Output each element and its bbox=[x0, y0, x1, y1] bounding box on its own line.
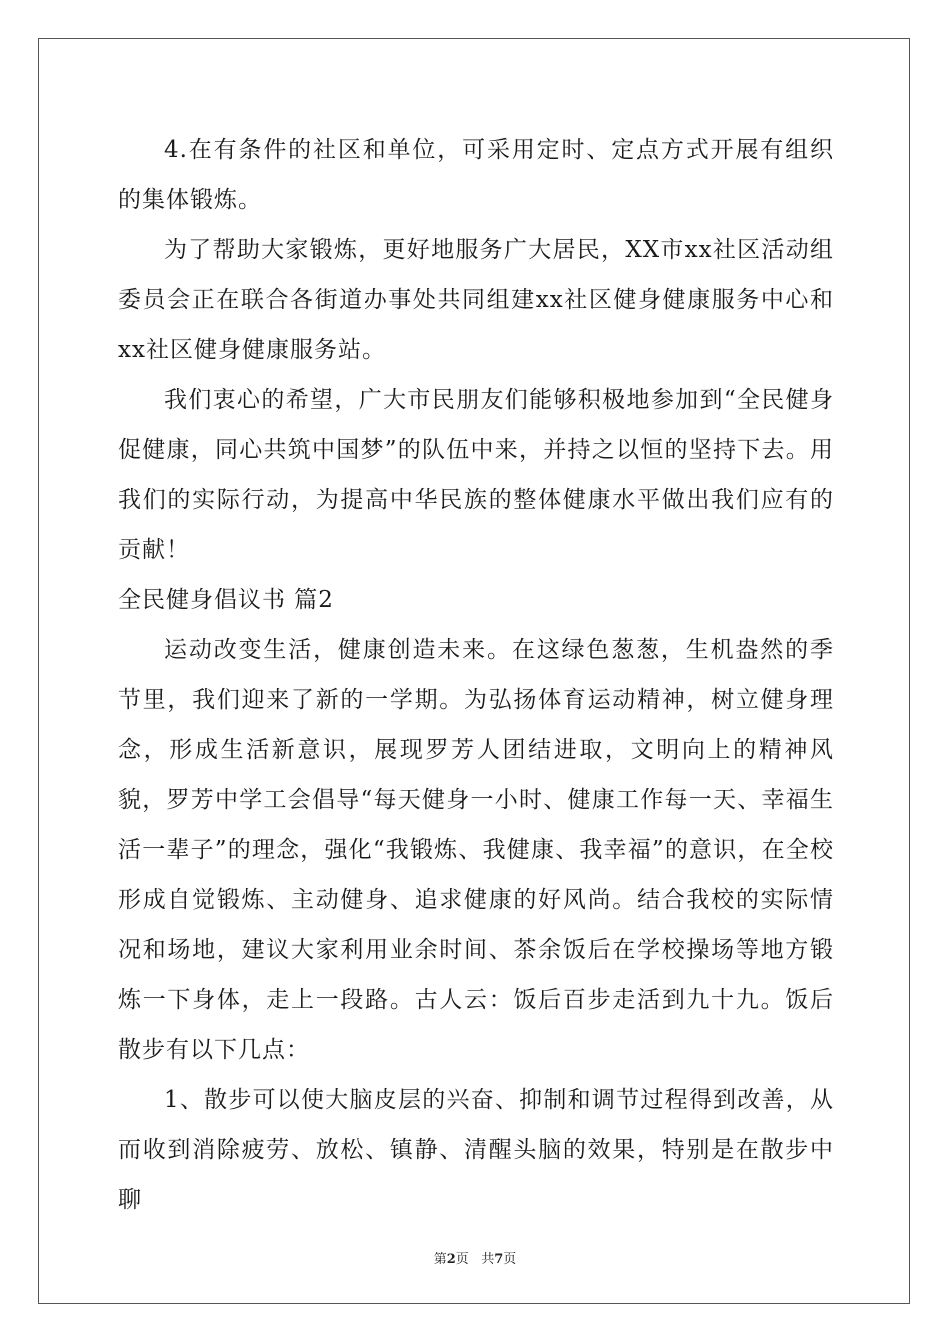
footer-middle: 页 共 bbox=[455, 1252, 495, 1267]
document-body bbox=[118, 125, 834, 1225]
current-page-number: 2 bbox=[446, 1252, 456, 1267]
paragraph-2: 为了帮助大家锻炼，更好地服务广大居民，XX市xx社区活动组委员会正在联合各街道办事处共同组建xx社区健身健康服务中心和xx社区健身健康服务站。 bbox=[118, 237, 834, 363]
paragraph-5: 1、散步可以使大脑皮层的兴奋、抑制和调节过程得到改善，从而收到消除疲劳、放松、镇静、清醒头脑的效果，特别是在散步中聊 bbox=[118, 1087, 834, 1213]
paragraph-4: 运动改变生活，健康创造未来。在这绿色葱葱，生机盎然的季节里，我们迎来了新的一学期。为弘扬体育运动精神，树立健身理念，形成生活新意识，展现罗芳人团结进取，文明向上的精神风貌，罗芳中学工会倡导“每天健身一小时、健康工作每一天、幸福生活一辈子”的理念，强化“我锻炼、我健康、我幸福”的意识，在全校形成自觉锻炼、主动健身、追求健康的好风尚。结合我校的实际情况和场地，建议大家利用业余时间、茶余饭后在学校操场等地方锻炼一下身体，走上一段路。古人云：饭后百步走活到九十九。饭后散步有以下几点： bbox=[118, 637, 834, 1063]
page-footer bbox=[0, 1248, 950, 1267]
footer-suffix: 页 bbox=[503, 1252, 517, 1267]
footer-prefix: 第 bbox=[433, 1252, 447, 1267]
total-pages-number: 7 bbox=[494, 1252, 504, 1267]
paragraph-1: 4.在有条件的社区和单位，可采用定时、定点方式开展有组织的集体锻炼。 bbox=[118, 137, 834, 213]
paragraph-3: 我们衷心的希望，广大市民朋友们能够积极地参加到“全民健身促健康，同心共筑中国梦”的队伍中来，并持之以恒的坚持下去。用我们的实际行动，为提高中华民族的整体健康水平做出我们应有的贡献！ bbox=[118, 387, 834, 563]
section-heading: 全民健身倡议书 篇2 bbox=[118, 587, 334, 613]
